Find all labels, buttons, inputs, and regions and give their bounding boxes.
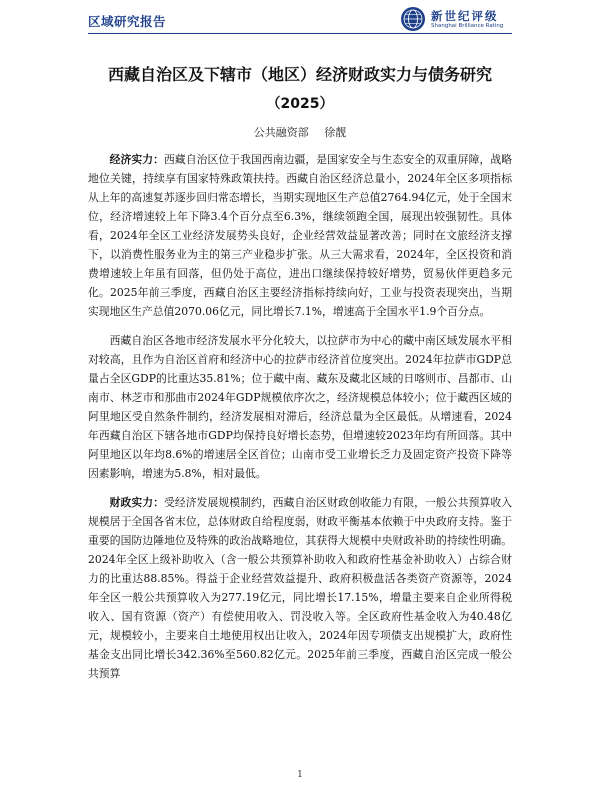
- paragraph-lead: 财政实力：: [109, 496, 164, 509]
- report-year: （2025）: [266, 96, 334, 112]
- report-body: [88, 150, 512, 683]
- author-name: 徐靓: [324, 126, 347, 139]
- paragraph-text: 西藏自治区各地市经济发展水平分化较大，以拉萨市为中心的藏中南区域发展水平相对较高，且作为自治区首府和经济中心的拉萨市经济首位度突出。2024年拉萨市GDP总量占全区GDP的比重达35.81%；位于藏中南、藏东及藏北区域的日喀则市、昌都市、山南市、林芝市和那曲市2024年GDP规模依序次之，经济规模总体较小；位于藏西区域的阿里地区受自然条件制约，经济发展相对滞后，经济总量为全区最低。从增速看，2024年西藏自治区下辖各地市GDP均保持良好增长态势，但增速较2023年均有所回落。其中阿里地区以年均8.6%的增速居全区首位；山南市受工业增长乏力及固定资产投资下降等因素影响，增速为5.8%，相对最低。: [88, 334, 512, 480]
- paragraph-economy: [88, 150, 512, 321]
- paragraph-text: 西藏自治区位于我国西南边疆，是国家安全与生态安全的双重屏障，战略地位关键，持续享有国家特殊政策扶持。西藏自治区经济总量小，2024年全区多项指标从上年的高速复苏逐步回归常态增长，当期实现地区生产总值2764.94亿元，处于全国末位，经济增速较上年下降3.4个百分点至6.3%，继续领跑全国，展现出较强韧性。具体看，2024年全区工业经济发展势头良好，企业经营效益显著改善；同时在文旅经济支撑下，以消费性服务业为主的第三产业稳步扩张。从三大需求看，2024年，全区投资和消费增速较上年虽有回落，但仍处于高位，进出口继续保持较好增势，贸易伙伴更趋多元化。2025年前三季度，西藏自治区主要经济指标持续向好，工业与投资表现突出，当期实现地区生产总值2070.06亿元，同比增长7.1%，增速高于全国水平1.9个百分点。: [88, 153, 512, 318]
- header-divider: [88, 33, 512, 34]
- section-label: 区域研究报告: [88, 14, 167, 29]
- logo-name-cn: 新世纪评级: [431, 9, 499, 23]
- page-number: 1: [297, 770, 303, 780]
- logo-name-en: Shanghai Brilliance Rating: [431, 23, 504, 29]
- paragraph-text: 受经济发展规模制约，西藏自治区财政创收能力有限，一般公共预算收入规模居于全国各省末位，总体财政自给程度弱，财政平衡基本依赖于中央政府支持。鉴于重要的国防边陲地位及特殊的政治战略地位，其获得大规模中央财政补助的持续性明确。2024年全区上级补助收入（含一般公共预算补助收入和政府性基金补助收入）占综合财力的比重达88.85%。得益于企业经营效益提升、政府积极盘活各类资产资源等，2024年全区一般公共预算收入为277.19亿元，同比增长17.15%，增量主要来自企业所得税收入、国有资源（资产）有偿使用收入、罚没收入等。全区政府性基金收入为40.48亿元，规模较小，主要来自土地使用权出让收入，2024年因专项债支出规模扩大，政府性基金支出同比增长342.36%至560.82亿元。2025年前三季度，西藏自治区完成一般公共预算: [88, 496, 512, 680]
- report-title: 西藏自治区及下辖市（地区）经济财政实力与债务研究: [107, 65, 492, 84]
- rating-agency-logo: [400, 6, 510, 32]
- author-line: [0, 124, 600, 140]
- paragraph-fiscal: [88, 493, 512, 683]
- page-header: [0, 0, 600, 40]
- paragraph-regions: [88, 331, 512, 483]
- paragraph-lead: 经济实力：: [109, 153, 164, 166]
- globe-emblem-icon: [400, 6, 426, 32]
- author-department: 公共融资部: [253, 126, 309, 139]
